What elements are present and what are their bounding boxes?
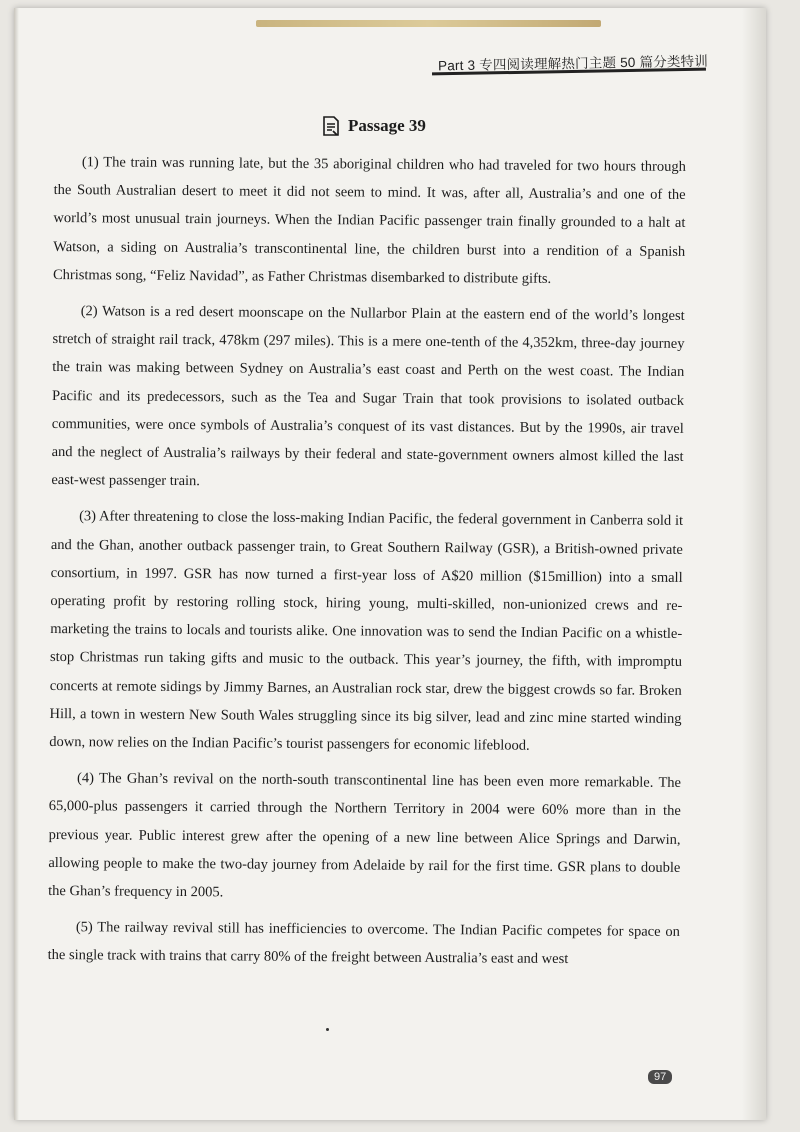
paragraph-3: (3) After threatening to close the loss-making Indian Pacific, the federal government in Canberra sold it and the Ghan, another outback passenger train, to Great Southern Railway (GSR), a British-owned private consortium, in 1997. GSR has now turned a first-year loss of A$20 million ($15million) into a small operating profit by restoring rolling stock, hiring young, multi-skilled, non-unionized crews and re-marketing the trains to locals and tourists alike. One innovation was to send the Indian Pacific on a whistle-stop Christmas run taking gifts and music to the outback. This year’s journey, the fifth, with impromptu concerts at remote sidings by Jimmy Barnes, an Australian rock star, drew the biggest crowds so far. Broken Hill, a town in western New South Wales struggling since its big silver, lead and zinc mine started winding down, now relies on the Indian Pacific’s tourist passengers for economic lifeblood. — [49, 508, 684, 754]
paragraph-5: (5) The railway revival still has inefficiencies to overcome. The Indian Pacific competes for space on the single track with trains that carry 80% of the freight between Australia’s east and west — [47, 919, 680, 968]
page-number: 97 — [648, 1070, 672, 1084]
document-icon — [322, 116, 340, 136]
passage-heading — [322, 116, 426, 136]
running-header: Part 3 专四阅读理解热门主题 50 篇分类特训 — [437, 53, 709, 74]
book-page — [14, 8, 766, 1120]
binding-strip — [256, 20, 601, 27]
paragraph-4: (4) The Ghan’s revival on the north-south transcontinental line has been even more remarkable. The 65,000-plus passengers it carried through the Northern Territory in 2004 were 60% more than in the previous year. Public interest grew after the opening of a new line between Alice Springs and Darwin, allowing people to make the two-day journey from Adelaide by rail for the first time. GSR plans to double the Ghan’s frequency in 2005. — [48, 770, 682, 901]
paragraph-2: (2) Watson is a red desert moonscape on the Nullarbor Plain at the eastern end of the world’s longest stretch of straight rail track, 478km (297 miles). This is a mere one-tenth of the 4,352km, three-day journey the train was making between Sydney on Australia’s east coast and Perth on the west coast. The Indian Pacific and its predecessors, such as the Tea and Sugar Train that took provisions to isolated outback communities, were once symbols of Australia’s conquest of its vast distances. But by the 1990s, air travel and the neglect of Australia’s railways by their federal and state-government owners almost killed the last east-west passenger train. — [51, 303, 685, 490]
passage-title: Passage 39 — [348, 116, 426, 135]
ink-dot — [326, 1028, 329, 1031]
passage-body — [47, 148, 685, 983]
paragraph-1: (1) The train was running late, but the 35 aboriginal children who had traveled for two hours through the South Australian desert to meet it did not seem to mind. It was, after all, Australia’s and one of the world’s most unusual train journeys. When the Indian Pacific passenger train finally grounded to a halt at Watson, a siding on Australia’s transcontinental line, the children burst into a rendition of a Spanish Christmas song, “Feliz Navidad”, as Father Christmas disembarked to distribute gifts. — [52, 154, 686, 287]
